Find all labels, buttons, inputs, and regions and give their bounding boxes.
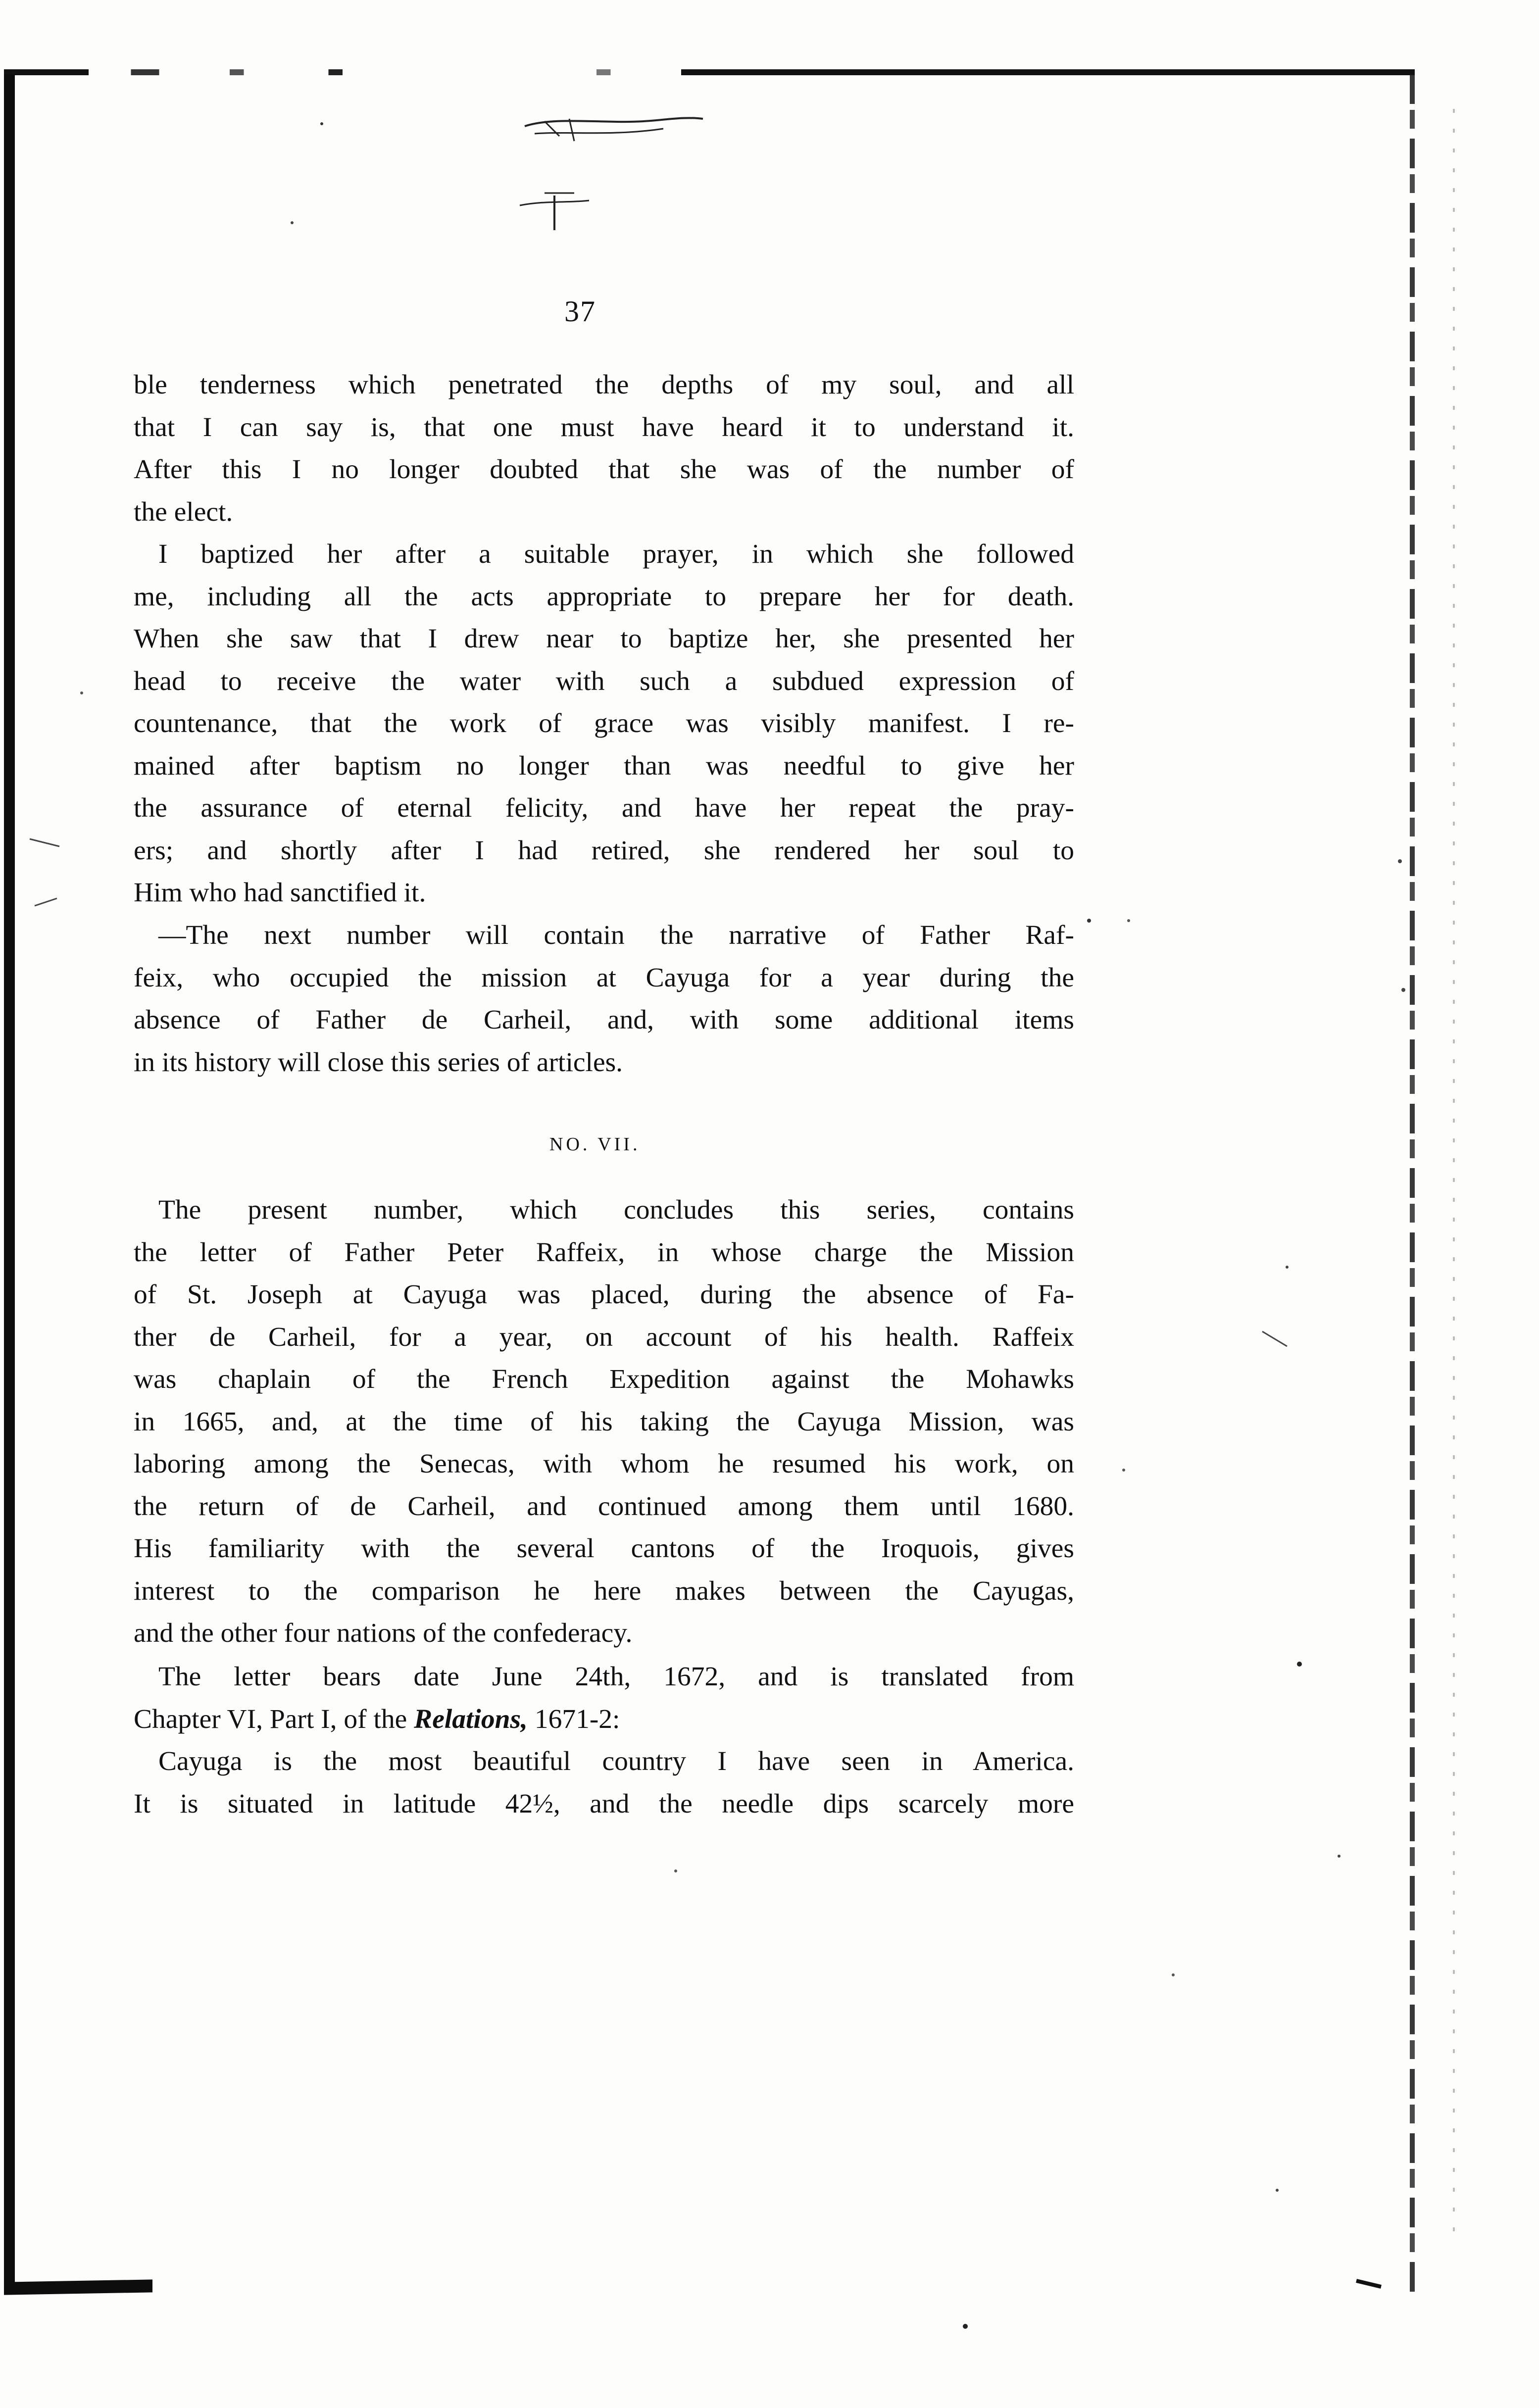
text-segment: Chapter VI, Part I, of the [134, 1704, 414, 1734]
text-line: head to receive the water with such a subdued expression of [134, 666, 1074, 696]
text-line: His familiarity with the several cantons of the Iroquois, gives [134, 1533, 1074, 1564]
text-line: was chaplain of the French Expedition against the Mohawks [134, 1364, 1074, 1394]
page-number: 37 [564, 295, 596, 328]
text-line: of St. Joseph at Cayuga was placed, during the absence of Fa- [134, 1279, 1074, 1310]
text-line: mained after baptism no longer than was needful to give her [134, 750, 1074, 781]
text-line: It is situated in latitude 42½, and the needle dips scarcely more [134, 1788, 1074, 1819]
text-line: —The next number will contain the narrative of Father Raf- [158, 920, 1074, 950]
text-line: in its history will close this series of articles. [134, 1047, 623, 1078]
text-line: ble tenderness which penetrated the depths of my soul, and all [134, 370, 1074, 400]
text-line: countenance, that the work of grace was visibly manifest. I re- [134, 708, 1074, 738]
text-line: the assurance of eternal felicity, and have her repeat the pray- [134, 793, 1074, 823]
text-line: the letter of Father Peter Raffeix, in whose charge the Mission [134, 1237, 1074, 1268]
text-line: The letter bears date June 24th, 1672, and is translated from [158, 1662, 1074, 1692]
text-line: feix, who occupied the mission at Cayuga for a year during the [134, 962, 1074, 993]
text-line: the elect. [134, 496, 233, 527]
text-line: After this I no longer doubted that she was of the number of [134, 454, 1074, 485]
text-line: laboring among the Senecas, with whom he resumed his work, on [134, 1449, 1074, 1479]
text-segment: 1671-2: [527, 1704, 620, 1734]
text-line: that I can say is, that one must have heard it to understand it. [134, 412, 1074, 442]
text-line: the return of de Carheil, and continued among them until 1680. [134, 1491, 1074, 1522]
text-line: absence of Father de Carheil, and, with some additional items [134, 1005, 1074, 1035]
text-line: ers; and shortly after I had retired, she rendered her soul to [134, 835, 1074, 866]
text-line: Cayuga is the most beautiful country I have seen in America. [158, 1746, 1074, 1776]
text-line: When she saw that I drew near to baptize her, she presented her [134, 624, 1074, 654]
text-line: me, including all the acts appropriate to prepare her for death. [134, 581, 1074, 612]
relations-title: Relations, [414, 1704, 528, 1734]
text-line: in 1665, and, at the time of his taking the Cayuga Mission, was [134, 1406, 1074, 1437]
section-heading: NO. VII. [549, 1134, 641, 1155]
text-line: ther de Carheil, for a year, on account of his health. Raffeix [134, 1322, 1074, 1352]
text-line: and the other four nations of the confederacy. [134, 1618, 633, 1648]
text-line: The present number, which concludes this series, contains [158, 1195, 1074, 1225]
text-line: Him who had sanctified it. [134, 878, 426, 908]
text-line: interest to the comparison he here makes between the Cayugas, [134, 1575, 1074, 1606]
text-line: I baptized her after a suitable prayer, in which she followed [158, 539, 1074, 569]
